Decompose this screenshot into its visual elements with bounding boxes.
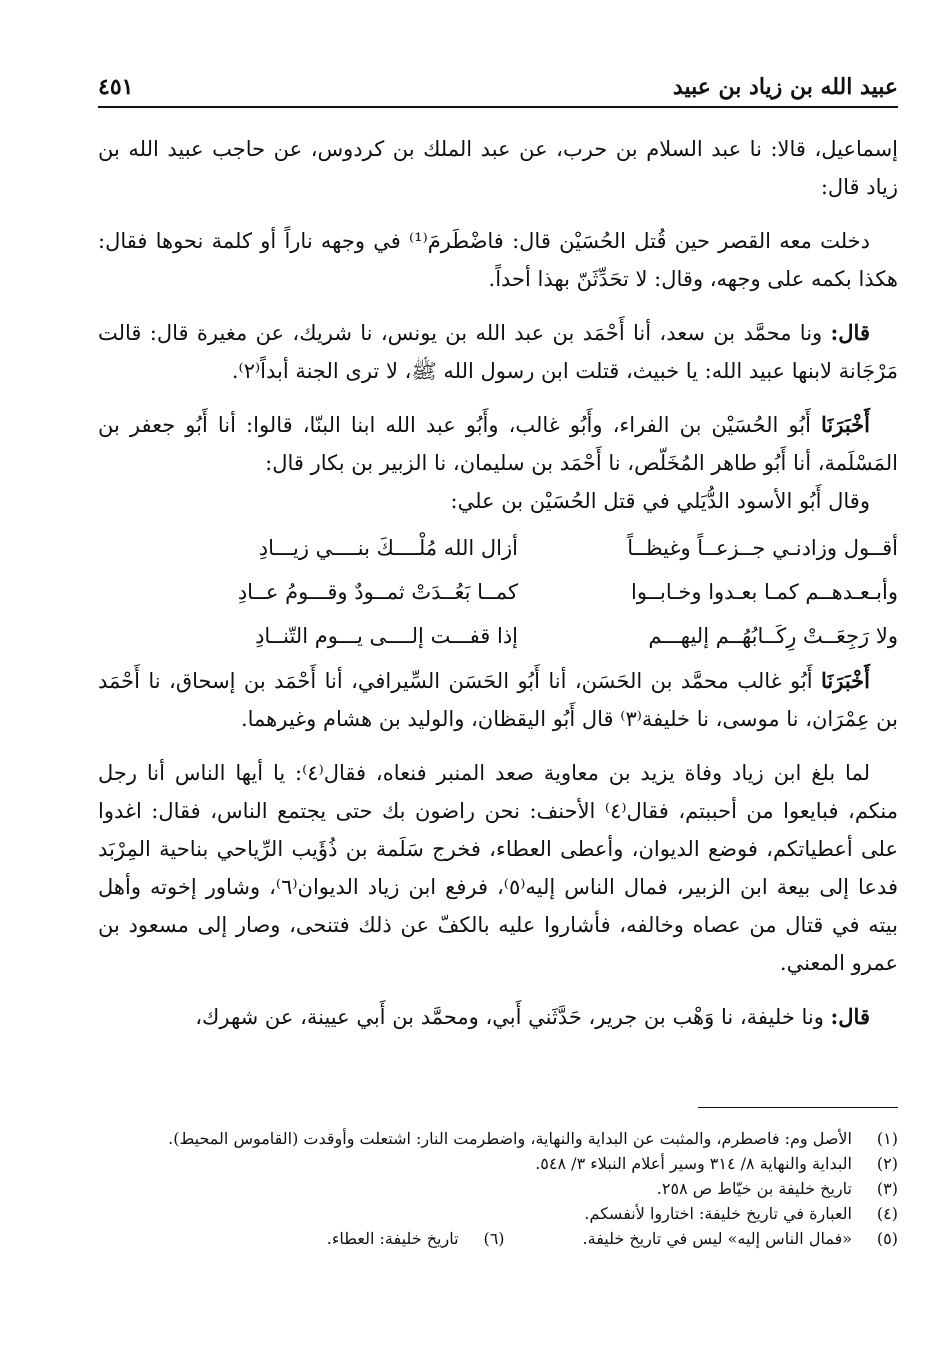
paragraph-5: وقال أَبُو الأسود الدُّيَلي في قتل الحُسَيْن بن علي: xyxy=(450,489,870,513)
paragraph-3-text: ونا محمَّد بن سعد، أنا أَحْمَد بن عبد الله بن يونس، نا شريك، عن مغيرة قال: قالت مَرْجَانة لابنها عبيد الله: يا خبيث، قتلت ابن رسول الله ﷺ، لا ترى الجنة أبداً⁽٢⁾. xyxy=(98,321,898,383)
paragraph-4-lead: أَخْبَرَنَا xyxy=(821,412,870,437)
page-number: ٤٥١ xyxy=(98,74,134,100)
paragraph-3 xyxy=(98,314,898,390)
footnote-number: (٣) xyxy=(876,1179,898,1198)
paragraph-6-text: أَبُو غالب محمَّد بن الحَسَن، أنا أَبُو الحَسَن السِّيرافي، أنا أَحْمَد بن إسحاق، نا أَحْمَد بن عِمْرَان، نا موسى، نا خليفة⁽٣⁾ قال أَبُو اليقظان، والوليد بن هشام وغيرهما. xyxy=(98,669,898,731)
paragraph-8-lead: قال: xyxy=(830,1004,870,1029)
paragraph-8-text: ونا خليفة، نا وَهْب بن جرير، حَدَّثَني أَبي، ومحمَّد بن أَبي عيينة، عن شهرك، xyxy=(195,1005,831,1029)
verse-1-second: أزال الله مُلْــــكَ بنــــي زيـــادِ xyxy=(258,536,518,560)
footnote-number: (٦) xyxy=(483,1229,505,1248)
footnote-4 xyxy=(98,1201,898,1226)
footnote-text: العبارة في تاريخ خليفة: اختاروا لأنفسكم. xyxy=(584,1204,852,1223)
main-text xyxy=(98,130,898,1036)
footnote-1 xyxy=(98,1126,898,1151)
footnote-number: (٢) xyxy=(876,1154,898,1173)
footnote-number: (١) xyxy=(876,1129,898,1148)
paragraph-2: دخلت معه القصر حين قُتل الحُسَيْن قال: فاضْطَرمَ⁽¹⁾ في وجهه ناراً أو كلمة نحوها فقال: هكذا بكمه على وجهه، وقال: لا تحَدِّثَنّ بهذا أحداً. xyxy=(98,229,898,291)
verse-3-first: ولا رَجِعَــتْ رِكَــابُهُــم إليهـــم xyxy=(648,624,898,648)
poem xyxy=(98,526,898,658)
footnote-separator xyxy=(698,1107,898,1108)
verse-2-second: كمــا بَعُــدَتْ ثمــودٌ وقـــومُ عــادِ xyxy=(237,580,518,604)
paragraph-7: لما بلغ ابن زياد وفاة يزيد بن معاوية صعد المنبر فنعاه، فقال⁽٤⁾: يا أيها الناس أنا رجل منكم، فبايعوا من أحببتم، فقال⁽٤⁾ الأحنف: نحن راضون بك حتى يجتمع الناس، فقال: اغدوا على أعطياتكم، فوضع الديوان، وأعطى العطاء، فخرج سَلَمة بن ذُؤَيب الرِّياحي بناحية المِرْبَد فدعا إلى بيعة ابن الزبير، فمال الناس إليه⁽٥⁾، فرفع ابن زياد الديوان⁽٦⁾، وشاور إخوته وأهل بيته في قتال من عصاه وخالفه، فأشاروا عليه بالكفّ عن ذلك فتنحى، وصار إلى مسعود بن عمرو المعني. xyxy=(98,761,898,975)
running-title: عبيد الله بن زياد بن عبيد xyxy=(672,74,898,100)
verse-3-second: إذا قفـــت إلــــى يـــوم التّنــادِ xyxy=(255,624,518,648)
paragraph-6 xyxy=(98,662,898,738)
footnote-5-6 xyxy=(98,1226,898,1251)
footnotes xyxy=(98,1126,898,1251)
footnote-text: «فمال الناس إليه» ليس في تاريخ خليفة. xyxy=(582,1229,852,1248)
footnote-2 xyxy=(98,1151,898,1176)
footnote-text: تاريخ خليفة بن خيّاط ص ٢٥٨. xyxy=(656,1179,852,1198)
verse-2 xyxy=(98,570,898,614)
paragraph-3-lead: قال: xyxy=(830,320,870,345)
footnote-number: (٥) xyxy=(876,1229,898,1248)
footnote-number: (٤) xyxy=(876,1204,898,1223)
page-header xyxy=(98,72,898,108)
verse-3 xyxy=(98,614,898,658)
paragraph-4-text: أَبُو الحُسَيْن بن الفراء، وأَبُو غالب، وأَبُو عبد الله ابنا البنّا، قالوا: أنا أَبُو جعفر بن المَسْلَمة، أنا أَبُو طاهر المُخَلّص، نا أَحْمَد بن سليمان، نا الزبير بن بكار قال: xyxy=(98,413,898,475)
verse-2-first: وأبـعـدهــم كمـا بعـدوا وخـابــوا xyxy=(631,580,898,604)
paragraph-6-lead: أَخْبَرَنَا xyxy=(821,668,870,693)
paragraph-1: إسماعيل، قالا: نا عبد السلام بن حرب، عن عبد الملك بن كردوس، عن حاجب عبيد الله بن زياد قال: xyxy=(98,137,898,199)
footnote-text: الأصل وم: فاصطرم، والمثبت عن البداية والنهاية، واضطرمت النار: اشتعلت وأوقدت (القاموس المحيط). xyxy=(168,1129,852,1148)
paragraph-8 xyxy=(98,998,898,1036)
verse-1-first: أقــول وزادنـي جــزعــاً وغيظــاً xyxy=(627,536,898,560)
paragraph-4 xyxy=(98,406,898,482)
footnote-text: تاريخ خليفة: العطاء. xyxy=(326,1229,459,1248)
footnote-text: البداية والنهاية ٨/ ٣١٤ وسير أعلام النبلاء ٣/ ٥٤٨. xyxy=(535,1154,852,1173)
verse-1 xyxy=(98,526,898,570)
footnote-3 xyxy=(98,1176,898,1201)
